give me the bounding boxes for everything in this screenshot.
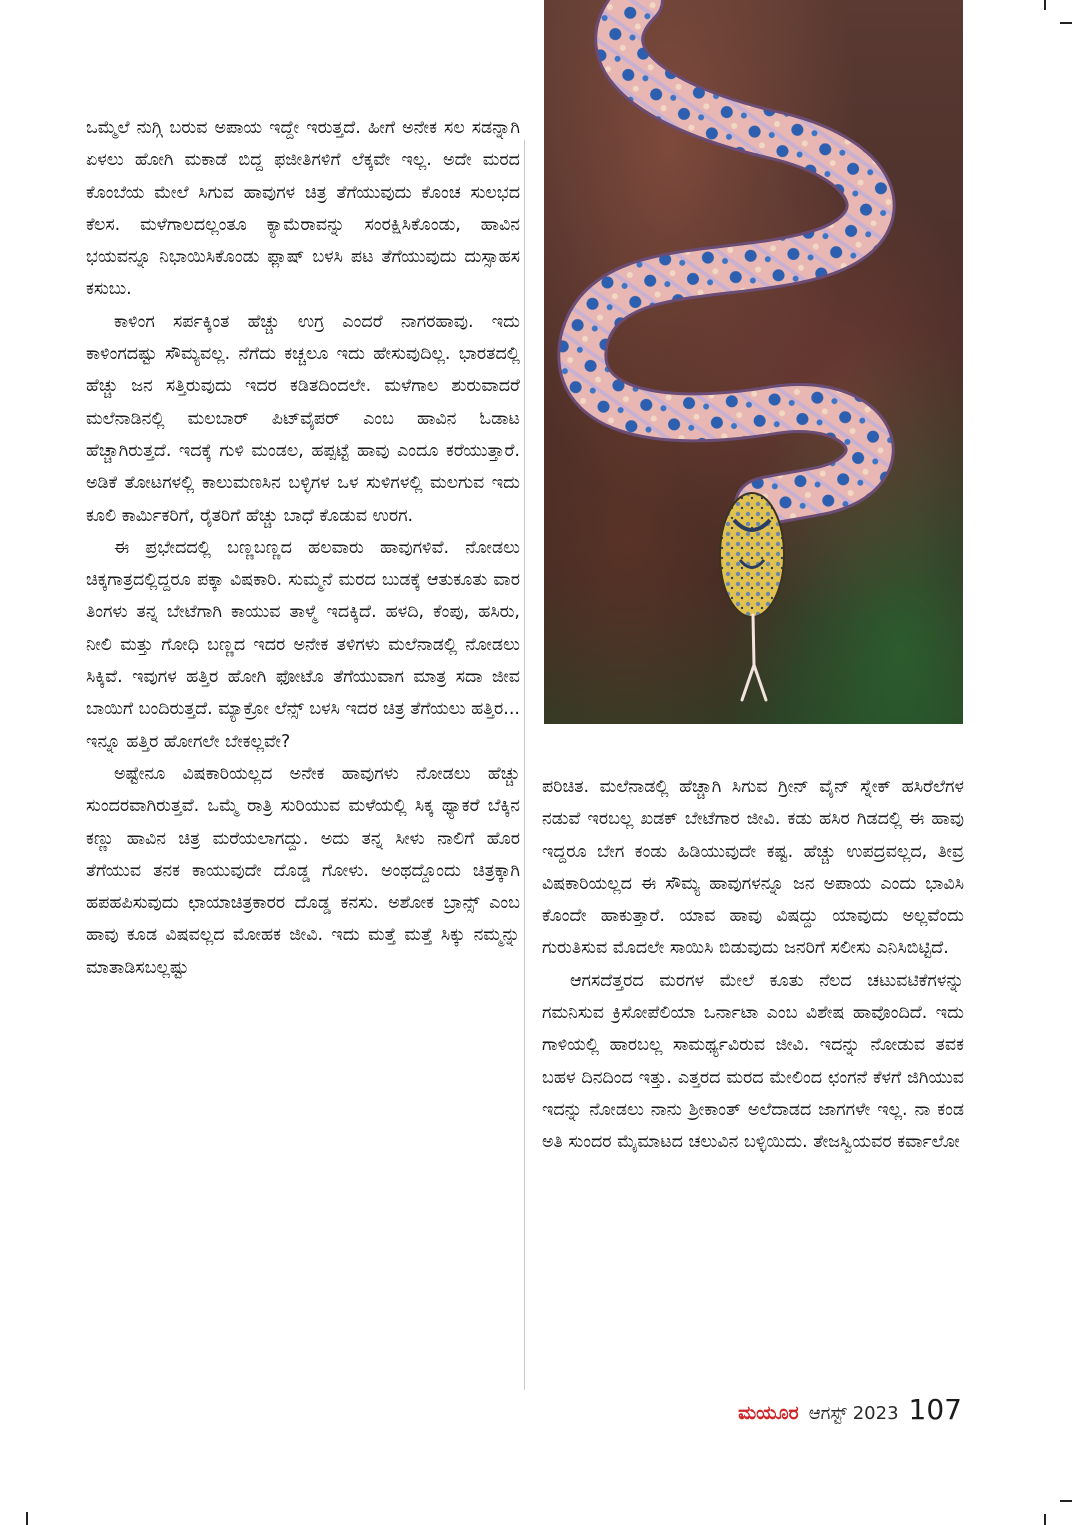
- page-footer: [738, 1393, 962, 1426]
- paragraph: ಒಮ್ಮೆಲೆ ನುಗ್ಗಿ ಬರುವ ಅಪಾಯ ಇದ್ದೇ ಇರುತ್ತದೆ. ಹೀಗೆ ಅನೇಕ ಸಲ ಸಡನ್ನಾಗಿ ಏಳಲು ಹೋಗಿ ಮಕಾಡೆ ಬಿದ್ದ ಫಜೀತಿಗಳಿಗೆ ಲೆಕ್ಕವೇ ಇಲ್ಲ. ಅದೇ ಮರದ ಕೊಂಬೆಯ ಮೇಲೆ ಸಿಗುವ ಹಾವುಗಳ ಚಿತ್ರ ತೆಗೆಯುವುದು ಕೊಂಚ ಸುಲಭದ ಕೆಲಸ. ಮಳೆಗಾಲದಲ್ಲಂತೂ ಕ್ಯಾಮೆರಾವನ್ನು ಸಂರಕ್ಷಿಸಿಕೊಂಡು, ಹಾವಿನ ಭಯವನ್ನೂ ನಿಭಾಯಿಸಿಕೊಂಡು ಫ್ಲಾಷ್ ಬಳಸಿ ಪಟ ತೆಗೆಯುವುದು ದುಸ್ಸಾಹಸ ಕಸುಬು.: [86, 118, 520, 300]
- paragraph: ಆಗಸದೆತ್ತರದ ಮರಗಳ ಮೇಲೆ ಕೂತು ನೆಲದ ಚಟುವಟಿಕೆಗಳನ್ನು ಗಮನಿಸುವ ಕ್ರಿಸೋಪೆಲಿಯಾ ಒರ್ನಾಟಾ ಎಂಬ ವಿಶೇಷ ಹಾವೊಂದಿದೆ. ಇದು ಗಾಳಿಯಲ್ಲಿ ಹಾರಬಲ್ಲ ಸಾಮರ್ಥ್ಯವಿರುವ ಜೀವಿ. ಇದನ್ನು ನೋಡುವ ತವಕ ಬಹಳ ದಿನದಿಂದ ಇತ್ತು. ಎತ್ತರದ ಮರದ ಮೇಲಿಂದ ಛಂಗನೆ ಕೆಳಗೆ ಜಿಗಿಯುವ ಇದನ್ನು ನೋಡಲು ನಾನು ಶ್ರೀಕಾಂತ್ ಅಲೆದಾಡದ ಜಾಗಗಳೇ ಇಲ್ಲ. ನಾ ಕಂಡ ಅತಿ ಸುಂದರ ಮೈಮಾಟದ ಚಲುವಿನ ಬಳ್ಳಿಯಿದು. ತೇಜಸ್ವಿಯವರ ಕರ್ವಾಲೋ: [542, 970, 964, 1153]
- snake-tongue: [742, 615, 766, 700]
- paragraph: ಪರಿಚಿತ. ಮಲೆನಾಡಲ್ಲಿ ಹೆಚ್ಚಾಗಿ ಸಿಗುವ ಗ್ರೀನ್ ವೈನ್ ಸ್ನೇಕ್ ಹಸಿರೆಲೆಗಳ ನಡುವೆ ಇರಬಲ್ಲ ಖಡಕ್ ಬೇಟೆಗಾರ ಜೀವಿ. ಕಡು ಹಸಿರ ಗಿಡದಲ್ಲಿ ಈ ಹಾವು ಇದ್ದರೂ ಬೇಗ ಕಂಡು ಹಿಡಿಯುವುದೇ ಕಷ್ಟ. ಹೆಚ್ಚು ಉಪದ್ರವಲ್ಲದ, ತೀವ್ರ ವಿಷಕಾರಿಯಲ್ಲದ ಈ ಸೌಮ್ಯ ಹಾವುಗಳನ್ನೂ ಜನ ಅಪಾಯ ಎಂದು ಭಾವಿಸಿ ಕೊಂದೇ ಹಾಕುತ್ತಾರೆ. ಯಾವ ಹಾವು ವಿಷದ್ದು ಯಾವುದು ಅಲ್ಲವೆಂದು ಗುರುತಿಸುವ ಮೊದಲೇ ಸಾಯಿಸಿ ಬಿಡುವುದು ಜನರಿಗೆ ಸಲೀಸು ಎನಿಸಿಬಿಟ್ಟಿದೆ.: [542, 777, 964, 959]
- crop-mark-bottom-right: [1060, 1500, 1072, 1502]
- snake-head: [720, 493, 784, 617]
- crop-mark-bottom-right-v: [1044, 1514, 1046, 1525]
- crop-mark-top-right-h: [1060, 22, 1072, 24]
- snake-illustration: [544, 0, 963, 724]
- crop-mark-top-right: [1044, 0, 1046, 10]
- magazine-name: ಮಯೂರ: [738, 1402, 799, 1424]
- paragraph: ಅಷ್ಟೇನೂ ವಿಷಕಾರಿಯಲ್ಲದ ಅನೇಕ ಹಾವುಗಳು ನೋಡಲು ಹೆಚ್ಚು ಸುಂದರವಾಗಿರುತ್ತವೆ. ಒಮ್ಮೆ ರಾತ್ರಿ ಸುರಿಯುವ ಮಳೆಯಲ್ಲಿ ಸಿಕ್ಕ ಥ್ಯಾಕರೆ ಬೆಕ್ಕಿನ ಕಣ್ಣು ಹಾವಿನ ಚಿತ್ರ ಮರೆಯಲಾಗದ್ದು. ಅದು ತನ್ನ ಸೀಳು ನಾಲಿಗೆ ಹೊರ ತೆಗೆಯುವ ತನಕ ಕಾಯುವುದೇ ದೊಡ್ಡ ಗೋಳು. ಅಂಥದ್ದೊಂದು ಚಿತ್ರಕ್ಕಾಗಿ ಹಪಹಪಿಸುವುದು ಛಾಯಾಚಿತ್ರಕಾರರ ದೊಡ್ಡ ಕನಸು. ಅಶೋಕ ಬ್ರಾನ್ಸ್ ಎಂಬ ಹಾವು ಕೂಡ ವಿಷವಲ್ಲದ ಮೋಹಕ ಜೀವಿ. ಇದು ಮತ್ತೆ ಮತ್ತೆ ಸಿಕ್ಕು ನಮ್ಮನ್ನು ಮಾತಾಡಿಸಬಲ್ಲಷ್ಟು: [86, 763, 520, 978]
- crop-mark-bottom-left: [26, 1512, 28, 1525]
- right-column: [542, 771, 964, 1159]
- paragraph: ಕಾಳಿಂಗ ಸರ್ಪಕ್ಕಿಂತ ಹೆಚ್ಚು ಉಗ್ರ ಎಂದರೆ ನಾಗರಹಾವು. ಇದು ಕಾಳಿಂಗದಷ್ಟು ಸೌಮ್ಯವಲ್ಲ. ನೆಗೆದು ಕಚ್ಚಲೂ ಇದು ಹೇಸುವುದಿಲ್ಲ. ಭಾರತದಲ್ಲಿ ಹೆಚ್ಚು ಜನ ಸತ್ತಿರುವುದು ಇದರ ಕಡಿತದಿಂದಲೇ. ಮಳೆಗಾಲ ಶುರುವಾದರೆ ಮಲೆನಾಡಿನಲ್ಲಿ ಮಲಬಾರ್ ಪಿಟ್‌ವೈಪರ್ ಎಂಬ ಹಾವಿನ ಓಡಾಟ ಹೆಚ್ಚಾಗಿರುತ್ತದೆ. ಇದಕ್ಕೆ ಗುಳಿ ಮಂಡಲ, ಹಪ್ಪಟ್ಟೆ ಹಾವು ಎಂದೂ ಕರೆಯುತ್ತಾರೆ. ಅಡಿಕೆ ತೋಟಗಳಲ್ಲಿ ಕಾಲುಮಣಸಿನ ಬಳ್ಳಿಗಳ ಒಳ ಸುಳಿಗಳಲ್ಲಿ ಮಲಗುವ ಇದು ಕೂಲಿ ಕಾರ್ಮಿಕರಿಗೆ, ರೈತರಿಗೆ ಹೆಚ್ಚು ಬಾಧೆ ಕೊಡುವ ಉರಗ.: [86, 311, 520, 526]
- issue-date: ಆಗಸ್ಟ್ 2023: [808, 1403, 899, 1424]
- paragraph: ಈ ಪ್ರಭೇದದಲ್ಲಿ ಬಣ್ಣಬಣ್ಣದ ಹಲವಾರು ಹಾವುಗಳಿವೆ. ನೋಡಲು ಚಿಕ್ಕಗಾತ್ರದಲ್ಲಿದ್ದರೂ ಪಕ್ಕಾ ವಿಷಕಾರಿ. ಸುಮ್ಮನೆ ಮರದ ಬುಡಕ್ಕೆ ಆತುಕೂತು ವಾರ ತಿಂಗಳು ತನ್ನ ಬೇಟೆಗಾಗಿ ಕಾಯುವ ತಾಳ್ಮೆ ಇದಕ್ಕಿದೆ. ಹಳದಿ, ಕೆಂಪು, ಹಸಿರು, ನೀಲಿ ಮತ್ತು ಗೋಧಿ ಬಣ್ಣದ ಇದರ ಅನೇಕ ತಳಿಗಳು ಮಲೆನಾಡಲ್ಲಿ ನೋಡಲು ಸಿಕ್ಕಿವೆ. ಇವುಗಳ ಹತ್ತಿರ ಹೋಗಿ ಫೋಟೊ ತೆಗೆಯುವಾಗ ಮಾತ್ರ ಸದಾ ಜೀವ ಬಾಯಿಗೆ ಬಂದಿರುತ್ತದೆ. ಮ್ಯಾಕ್ರೋ ಲೆನ್ಸ್ ಬಳಸಿ ಇದರ ಚಿತ್ರ ತೆಗೆಯಲು ಹತ್ತಿರ... ಇನ್ನೂ ಹತ್ತಿರ ಹೋಗಲೇ ಬೇಕಲ್ಲವೇ?: [86, 537, 520, 752]
- snake-photo: [544, 0, 963, 724]
- page-number: 107: [908, 1393, 962, 1426]
- column-divider: [524, 140, 525, 1390]
- left-column: [86, 112, 520, 984]
